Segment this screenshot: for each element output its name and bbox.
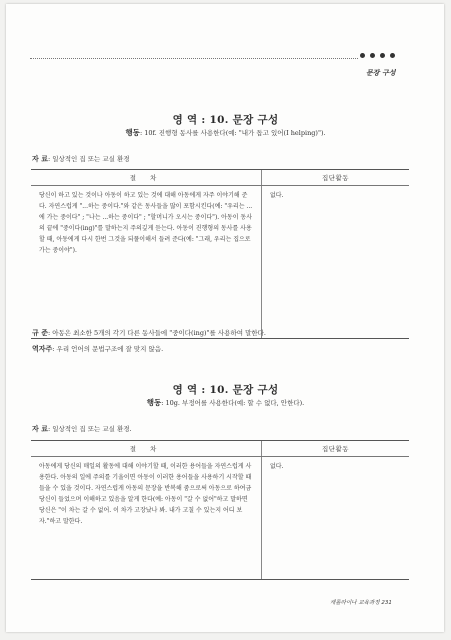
section2-table-header bbox=[31, 441, 409, 457]
section1-criterion-text: : 아동은 최소한 5개의 각기 다른 동사들에 "중이다(ing)"를 사용하여 말한다. bbox=[47, 329, 266, 337]
section1-group: 없다. bbox=[262, 186, 410, 339]
section1-material-text: : 일상적인 집 또는 교실 환경 bbox=[47, 155, 130, 163]
section2-group: 없다. bbox=[262, 457, 410, 580]
section1-caution-text: : 우리 언어의 문법구조에 잘 맞지 않음. bbox=[52, 345, 164, 353]
dot-icon bbox=[380, 53, 385, 58]
section1-material-label: 자 료 bbox=[32, 154, 48, 163]
section2-table-row bbox=[31, 457, 409, 580]
section1-table-header bbox=[31, 170, 409, 186]
running-header: 문장 구성 bbox=[366, 69, 396, 77]
section1-caution-label: 역자주 bbox=[32, 344, 53, 353]
section1-table bbox=[31, 169, 409, 339]
section2-material-label: 자 료 bbox=[32, 424, 48, 433]
dot-icon bbox=[370, 53, 375, 58]
section1-activity-text: : 10f. 진행형 동사를 사용한다(예: "내가 돕고 있어(I helping)"). bbox=[139, 129, 326, 137]
section1-col-group: 집단활동 bbox=[262, 170, 410, 186]
section1-caution bbox=[32, 344, 163, 354]
header-dots bbox=[360, 53, 408, 58]
section1-activity-label: 행동 bbox=[125, 128, 140, 137]
section1-material bbox=[32, 154, 130, 164]
section1-table-row bbox=[31, 186, 409, 339]
section1-criterion-label: 규 준 bbox=[32, 328, 48, 337]
section2-col-procedure: 절 차 bbox=[31, 441, 262, 457]
section2-col-group: 집단활동 bbox=[262, 441, 410, 457]
section1-criterion bbox=[32, 328, 266, 338]
section2-procedure: 아동에게 당신의 매일의 활동에 대해 이야기할 때, 이러한 용어들을 자연스럽게 사용한다. 아동의 일에 주의를 기울이면 아동이 이러한 용어들을 사용하기 시작할 때 들을 수 있을 것이다. 자연스럽게 아동의 문장을 반복해 줌으로써 아동으로 하여금 당신이 들었으며 이해하고 있음을 알게 한다(예: 아동이 "갈 수 없어"하고 말하면 당신은 "이 차는 갈 수 없어. 이 차가 고장났나 봐. 내가 고칠 수 있는지 어디 보자."하고 말한다. bbox=[31, 457, 262, 580]
section1-activity bbox=[0, 127, 451, 138]
section2-material-text: : 일상적인 집 또는 교실 환경. bbox=[47, 425, 132, 433]
dot-icon bbox=[390, 53, 395, 58]
page-footer: 캐롤라이나 교육과정 231 bbox=[330, 600, 392, 606]
section2-material bbox=[32, 424, 132, 434]
section2-table bbox=[31, 440, 409, 580]
section1-col-procedure: 절 차 bbox=[31, 170, 262, 186]
section2-activity bbox=[0, 397, 451, 408]
section1-procedure: 당신이 하고 있는 것이나 아동이 하고 있는 것에 대해 아동에게 자주 이야기해 준다. 자연스럽게 "...하는 중이다."와 같은 동사들을 많이 포함시킨다(예: "우리는 ...에 가는 중이다" ; "나는 ...하는 중이다" ; "할머니가 오시는 중이다"). 아동이 동사의 끝에 "중이다(ing)"를 말하는지 주의깊게 듣는다. 아동이 진행형의 동사를 사용할 때, 아동에게 다시 한번 그것을 되풀이해서 들려 준다(예: "그래, 우리는 집으로 가는 중이야"). bbox=[31, 186, 262, 339]
section1-title: 영 역 : 10. 문장 구성 bbox=[172, 114, 279, 126]
header-dotted-rule bbox=[30, 58, 358, 59]
section2-activity-text: : 10g. 부정어를 사용한다(예: 할 수 없다, 안한다). bbox=[161, 399, 305, 407]
section2-activity-label: 행동 bbox=[146, 398, 162, 407]
dot-icon bbox=[360, 53, 365, 58]
section2-title: 영 역 : 10. 문장 구성 bbox=[172, 384, 279, 396]
